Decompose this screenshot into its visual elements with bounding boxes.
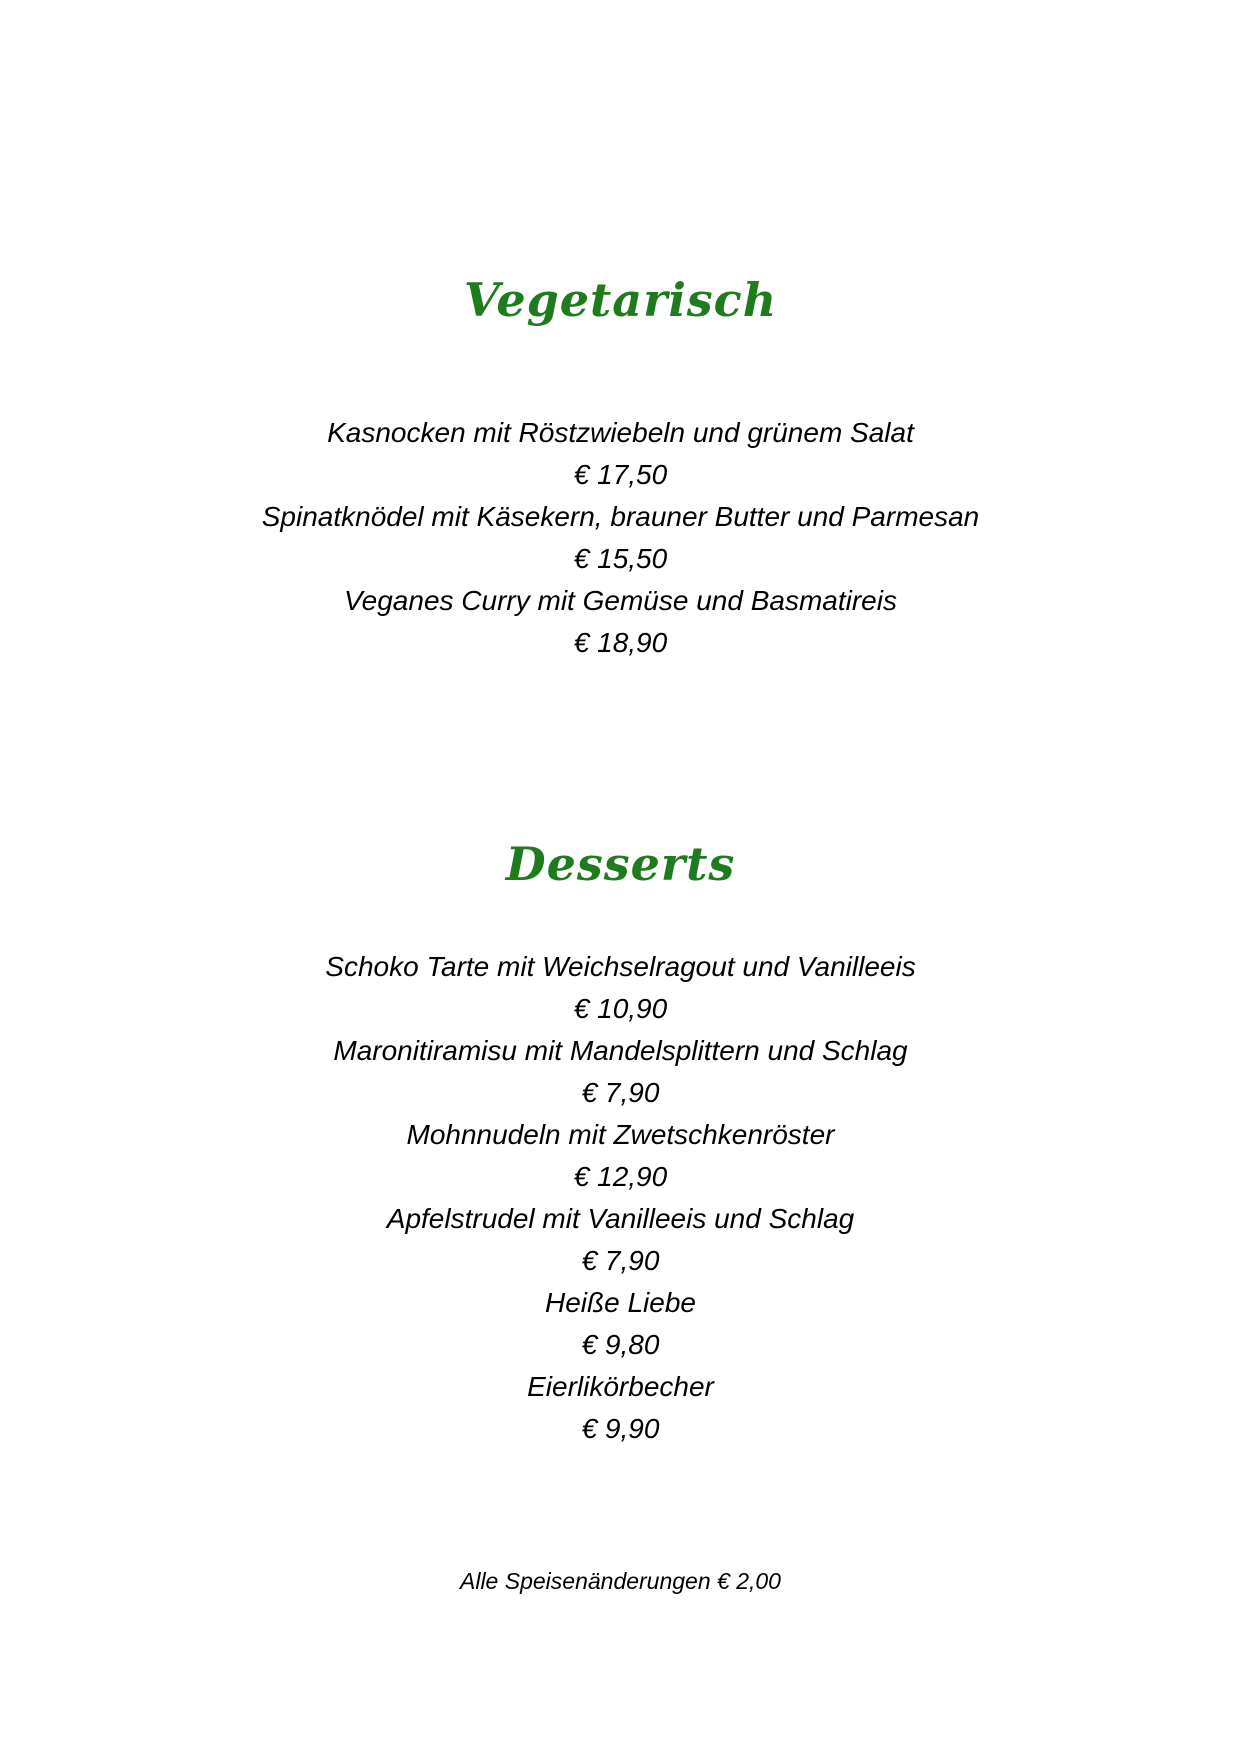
item-price: € 10,90: [573, 993, 668, 1024]
item-price: € 7,90: [581, 1245, 660, 1276]
menu-item: [0, 1030, 1241, 1114]
item-name: Eierlikörbecher: [527, 1371, 714, 1402]
menu-item: [0, 1114, 1241, 1198]
menu-item: [0, 496, 1241, 580]
section-title-vegetarisch: Vegetarisch: [463, 273, 778, 327]
menu-item: [0, 1282, 1241, 1366]
item-price: € 12,90: [573, 1161, 668, 1192]
item-name: Heiße Liebe: [545, 1287, 696, 1318]
section-items-vegetarisch: [0, 412, 1241, 664]
item-name: Mohnnudeln mit Zwetschkenröster: [406, 1119, 835, 1150]
menu-item: [0, 946, 1241, 1030]
section-items-desserts: [0, 946, 1241, 1450]
item-name: Spinatknödel mit Käsekern, brauner Butter und Parmesan: [261, 501, 980, 532]
menu-item: [0, 412, 1241, 496]
menu-item: [0, 1198, 1241, 1282]
item-price: € 17,50: [573, 459, 668, 490]
section-title-desserts: Desserts: [505, 837, 736, 891]
item-name: Apfelstrudel mit Vanilleeis und Schlag: [386, 1203, 855, 1234]
item-name: Maronitiramisu mit Mandelsplittern und Schlag: [333, 1035, 908, 1066]
item-name: Kasnocken mit Röstzwiebeln und grünem Salat: [327, 417, 914, 448]
menu-item: [0, 580, 1241, 664]
item-price: € 7,90: [581, 1077, 660, 1108]
menu-item: [0, 1366, 1241, 1450]
item-name: Veganes Curry mit Gemüse und Basmatireis: [344, 585, 897, 616]
item-price: € 15,50: [573, 543, 668, 574]
footer-note: Alle Speisenänderungen € 2,00: [460, 1568, 781, 1594]
item-name: Schoko Tarte mit Weichselragout und Vanilleeis: [325, 951, 916, 982]
item-price: € 9,90: [581, 1413, 660, 1444]
item-price: € 18,90: [573, 627, 668, 658]
item-price: € 9,80: [581, 1329, 660, 1360]
